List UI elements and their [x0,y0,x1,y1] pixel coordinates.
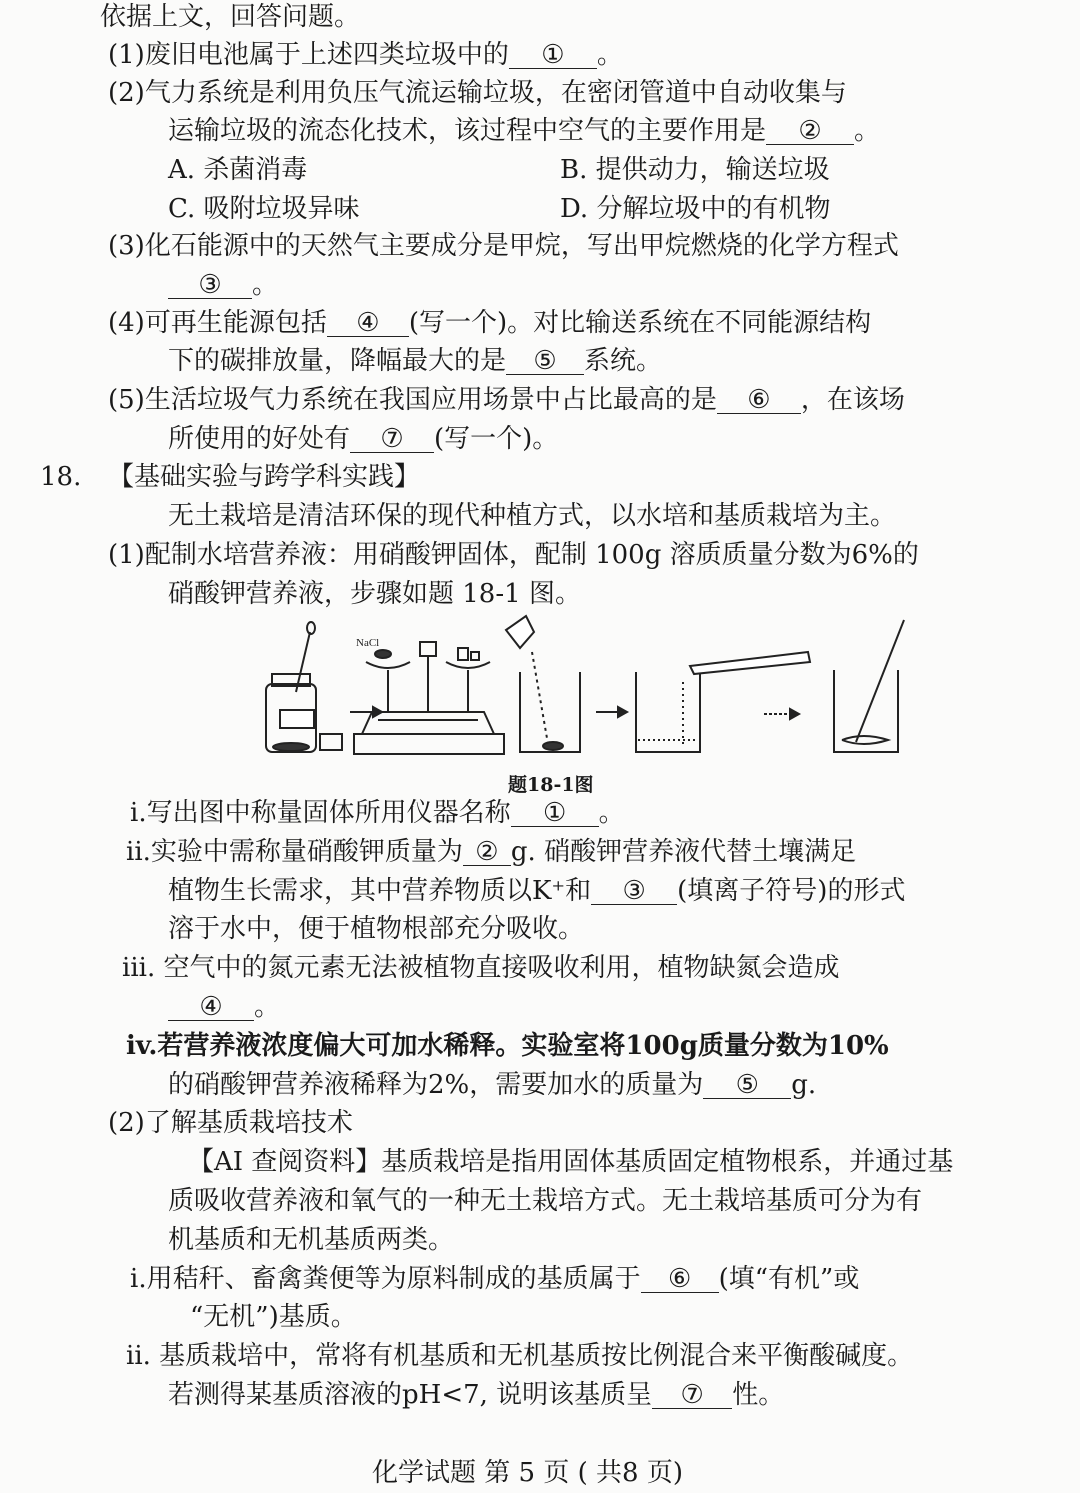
q18-s-ii-text: ii. 基质栽培中，常将有机基质和无机基质按比例混合来平衡酸碱度。 [126,1341,914,1371]
q18-iii-end: 。 [254,992,281,1022]
q18-s-i [130,1266,859,1293]
q17-p3-end: 。 [252,270,279,300]
answer-blank-18-2[interactable]: ② [463,839,511,866]
q18-intro: 无土栽培是清洁环保的现代种植方式，以水培和基质栽培为主。 [168,501,897,531]
ai-note-line2: 质吸收营养液和氧气的一种无土栽培方式。无土栽培基质可分为有 [168,1186,923,1216]
arrow-icon [596,707,627,717]
answer-blank-18-6[interactable]: ⑥ [641,1266,719,1293]
option-c: C. 吸附垃圾异味 [168,194,360,224]
q18-ii-mid: g. 硝酸钾营养液代替土壤满足 [510,837,857,867]
answer-blank-7[interactable]: ⑦ [350,426,434,453]
q18-title: 【基础实验与跨学科实践】 [108,462,421,492]
q17-part2-line2 [168,118,880,145]
q18-i-end: 。 [598,798,625,828]
q17-p4-text: (4)可再生能源包括 [108,308,327,338]
answer-blank-5[interactable]: ⑤ [506,348,584,375]
option-b: B. 提供动力，输送垃圾 [560,155,830,185]
q18-s-ii-line2-text: 若测得某基质溶液的pH<7, 说明该基质呈 [168,1380,653,1410]
option-d: D. 分解垃圾中的有机物 [560,194,831,224]
nacl-label: NaCl [356,637,380,649]
q17-part5-line2 [168,426,558,453]
answer-blank-18-1[interactable]: ① [511,800,599,827]
beaker-icon [636,652,810,752]
beaker-icon [834,620,904,752]
q17-p2-end: 。 [854,116,881,146]
answer-blank-18-4[interactable]: ④ [168,994,254,1021]
q17-p4-line2: 下的碳排放量，降幅最大的是 [168,346,507,376]
q18-s-ii-end: 性。 [732,1380,785,1410]
q18-iii-text: iii. 空气中的氮元素无法被植物直接吸收利用，植物缺氮会造成 [122,953,840,983]
page-footer: 化学试题 第 5 页 ( 共8 页) [372,1458,683,1488]
q17-p5-end: (写一个)。 [434,424,559,454]
q18-iv-end: g. [791,1070,817,1100]
answer-blank-1[interactable]: ① [509,42,597,69]
q17-p4-end: 系统。 [584,346,663,376]
q18-i-text: i.写出图中称量固体所用仪器名称 [130,798,511,828]
q18-p1-line1: (1)配制水培营养液：用硝酸钾固体，配制 100g 溶质质量分数为6%的 [108,540,919,570]
answer-blank-2[interactable]: ② [766,118,854,145]
q18-iv-line2 [168,1072,816,1099]
q18-p1-line2: 硝酸钾营养液，步骤如题 18-1 图。 [168,579,581,609]
q17-p5-line2: 所使用的好处有 [168,424,351,454]
q18-ii-line2b: (填离子符号)的形式 [677,876,906,906]
q18-iv-line2-text: 的硝酸钾营养液稀释为2%，需要加水的质量为 [168,1070,704,1100]
q18-ii-line1 [126,839,856,866]
q18-number: 18. [40,462,82,492]
beaker-icon [506,616,580,752]
experiment-figure [258,612,908,762]
answer-blank-18-3[interactable]: ③ [591,878,677,905]
q17-p5-mid: ，在该场 [800,385,905,415]
q17-part3-line2 [168,272,278,299]
q18-ii-line2 [168,878,905,905]
q18-s-ii-line2 [168,1382,784,1409]
q17-p2-line1: (2)气力系统是利用负压气流运输垃圾，在密闭管道中自动收集与 [108,78,847,108]
answer-blank-6[interactable]: ⑥ [717,387,801,414]
answer-blank-18-7[interactable]: ⑦ [652,1382,732,1409]
q18-iii-line2 [168,994,280,1021]
ai-note-line1: 【AI 查阅资料】基质栽培是指用固体基质固定植物根系，并通过基 [188,1147,954,1177]
answer-blank-18-5[interactable]: ⑤ [703,1072,791,1099]
q17-part4-line2 [168,348,662,375]
answer-blank-3[interactable]: ③ [168,272,252,299]
q18-ii-text: ii.实验中需称量硝酸钾质量为 [126,837,463,867]
graduated-cylinder-icon [690,652,810,674]
q17-p4-mid: (写一个)。对比输送系统在不同能源结构 [408,308,872,338]
q17-p2-line2: 运输垃圾的流态化技术，该过程中空气的主要作用是 [168,116,767,146]
q17-part1 [108,42,623,69]
q18-s-i-line2: “无机”)基质。 [190,1302,357,1332]
q18-ii-line3: 溶于水中，便于植物根部充分吸收。 [168,914,585,944]
q17-p3-line1: (3)化石能源中的天然气主要成分是甲烷，写出甲烷燃烧的化学方程式 [108,231,899,261]
option-a: A. 杀菌消毒 [168,155,308,185]
q17-p1-text: (1)废旧电池属于上述四类垃圾中的 [108,40,509,70]
answer-blank-4[interactable]: ④ [327,310,409,337]
q17-part5-line1 [108,387,905,414]
q17-part4-line1 [108,310,871,337]
q18-s-i-text: i.用秸秆、畜禽粪便等为原料制成的基质属于 [130,1264,641,1294]
reagent-bottle-icon [266,622,342,752]
q18-ii-line2a: 植物生长需求，其中营养物质以K⁺和 [168,876,592,906]
balance-scale-icon [354,642,504,754]
q18-s-i-end: (填“有机”或 [718,1264,860,1294]
intro-text: 依据上文，回答问题。 [100,2,361,32]
figure-caption: 题18-1图 [508,774,594,796]
q18-i [130,800,625,827]
q17-p1-end: 。 [596,40,623,70]
arrow-icon [764,709,799,719]
q18-iv-text: iv.若营养液浓度偏大可加水稀释。实验室将100g质量分数为10% [126,1031,889,1061]
ai-note-line3: 机基质和无机基质两类。 [168,1225,455,1255]
q18-p2-title: (2)了解基质栽培技术 [108,1108,353,1138]
q17-p5-text: (5)生活垃圾气力系统在我国应用场景中占比最高的是 [108,385,717,415]
